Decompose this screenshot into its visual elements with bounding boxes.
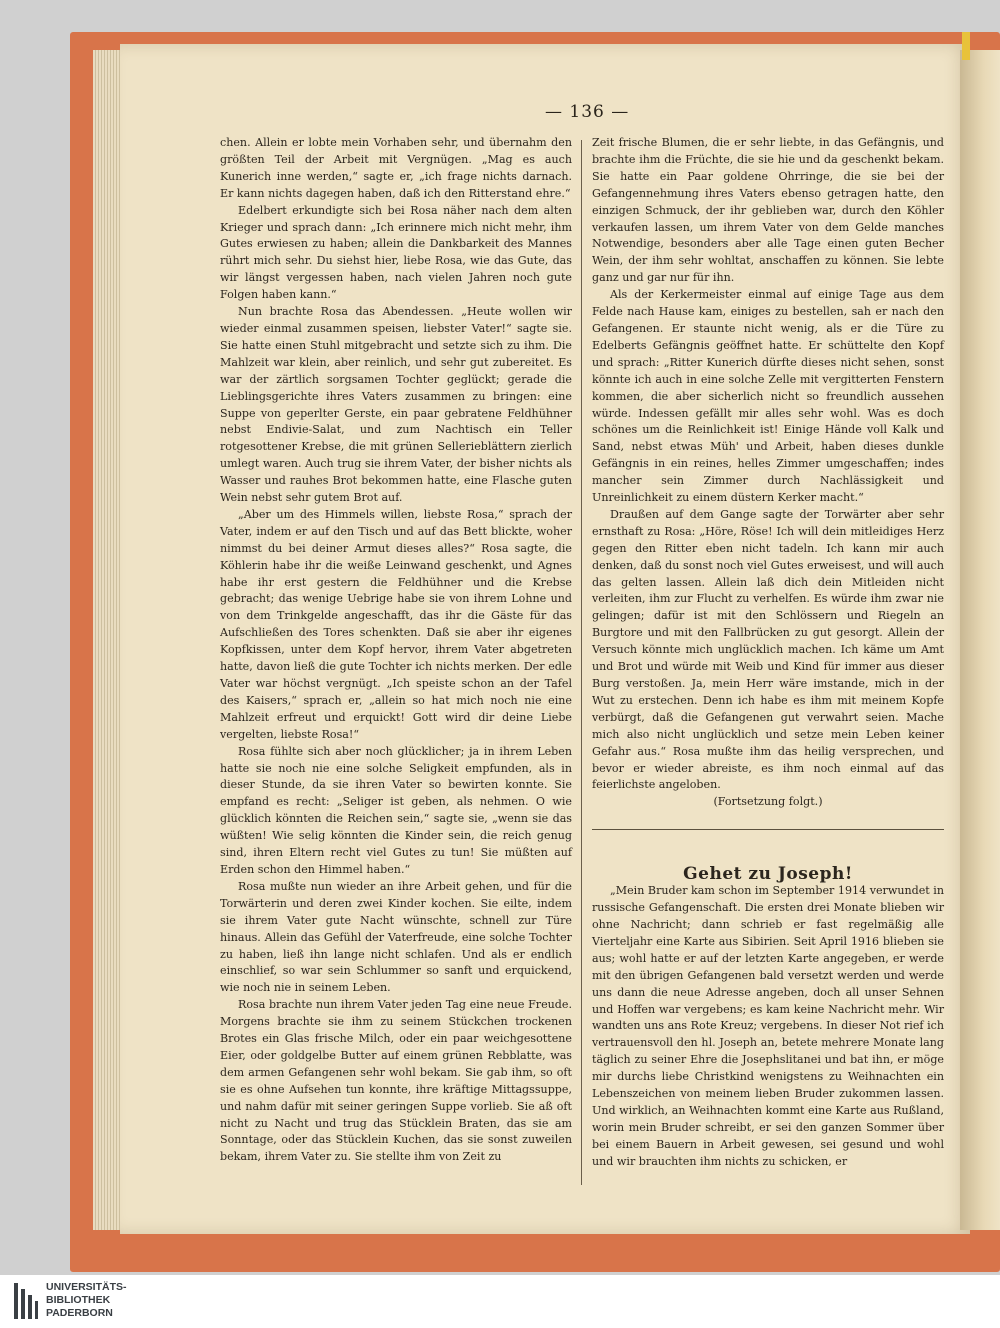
book-gutter — [960, 50, 1000, 1230]
paragraph: Zeit frische Blumen, die er sehr liebte, in das Gefängnis, und brachte ihm die Früchte, die sie hie und da geschenkt bekam. Sie hatte ein Paar goldene Ohrringe, die sie bei der Gefangennehmung ihres Vaters ebenso getragen hatte, den einzigen Schmuck, der ihr geblieben war, durch den Köhler verkaufen lassen, um ihrem Vater von dem Gelde manches Notwendige, besonders aber alle Tage einen guten Becher Wein, der ihm sehr wohltat, anschaffen zu können. Sie lebte ganz und gar nur für ihn. — [592, 136, 944, 285]
logo-line: BIBLIOTHEK — [46, 1294, 111, 1306]
continued-note: (Fortsetzung folgt.) — [713, 795, 823, 809]
paragraph: chen. Allein er lobte mein Vorhaben sehr, und übernahm den größten Teil der Arbeit mit Vergnügen. „Mag es auch Kunerich inne werden,“ sagte er, „ich frage nichts darnach. Er kann nichts dagegen haben, daß ich den Ritterstand ehre.“ — [220, 136, 572, 200]
paragraph: Draußen auf dem Gange sagte der Torwärter aber sehr ernsthaft zu Rosa: „Höre, Röse! Ich will dein mitleidiges Herz gegen den Ritter eben nicht tadeln. Ich kann mir auch denken, daß du sonst noch viel Gutes erweisest, und will auch das gelten lassen. Allein laß dich dein Mitleiden nicht verleiten, ihm zur Flucht zu verhelfen. Es würde ihm zwar nie gelingen; dafür ist mit den Schlössern und Riegeln an Burgtore und mit den Fallbrücken zu gut gesorgt. Allein der Versuch könnte mich unglücklich machen. Ich käme um Amt und Brot und würde mit Weib und Kind für immer aus dieser Burg verstoßen. Ja, mein Herr wäre imstande, mich in der Wut zu erstechen. Denn ich habe es ihm mit meinem Kopfe verbürgt, daß die Gefangenen gut verwahrt seien. Mache mich also nicht unglücklich und setze mein Leben keiner Gefahr aus.“ Rosa mußte ihm das heilig versprechen, und bevor er wieder abreiste, es ihm noch einmal auf das feierlichste angeloben. — [592, 507, 944, 792]
right-column — [592, 135, 944, 1171]
paragraph: „Aber um des Himmels willen, liebste Rosa,“ sprach der Vater, indem er auf den Tisch und auf das Bett blickte, woher nimmst du bei deiner Armut dieses alles?“ Rosa sagte, die Köhlerin habe ihr die weiße Leinwand geschenkt, und Agnes habe ihr erst gestern die Feldhühner und die Krebse gebracht; das wenige Uebrige habe sie von ihrem Lohne und von dem Trinkgelde angeschafft, das ihr die Gäste für das Aufschließen des Tores schenkten. Daß sie aber ihr eigenes Kopfkissen, unter dem Kopf hervor, ihrem Vater abgetreten hatte, davon ließ die gute Tochter ich nichts merken. Der edle Vater war höchst vergnügt. „Ich speiste schon an der Tafel des Kaisers,“ sprach er, „allein so hat mich noch nie eine Mahlzeit erfreut und erquickt! Gott wird dir deine Liebe vergelten, liebste Rosa!“ — [220, 507, 572, 741]
article-title: Gehet zu Joseph! — [683, 864, 853, 885]
logo-line: PADERBORN — [46, 1307, 113, 1319]
paragraph: Rosa fühlte sich aber noch glücklicher; ja in ihrem Leben hatte sie noch nie eine solche Seligkeit empfunden, als in dieser Stunde, da sie ihren Vater so bewirten konnte. Sie empfand es recht: „Seliger ist geben, als nehmen. O wie glücklich könnten die Reichen sein,“ sagte sie, „wenn sie das wüßten! Wie selig könnten die Kinder sein, die reich genug sind, ihren Eltern recht viel Gutes zu tun! Sie müßten auf Erden schon den Himmel haben.“ — [220, 744, 572, 876]
page-edges — [93, 50, 123, 1230]
article-body: „Mein Bruder kam schon im September 1914 verwundet in russische Gefangenschaft. Die ersten drei Monate blieben wir ohne Nachricht; dann schrieb er fast regelmäßig alle Vierteljahr eine Karte aus Sibirien. Seit April 1916 blieben sie aus; wohl hatte er auf der letzten Karte angegeben, er werde mit den übrigen Gefangenen bald versetzt werden und werde uns dann die neue Adresse angeben, doch all unser Sehnen und Hoffen war vergebens; es kam keine Nachricht mehr. Wir wandten uns ans Rote Kreuz; vergebens. In dieser Not rief ich vertrauensvoll den hl. Joseph an, betete mehrere Monate lang täglich zu seiner Ehre die Josephslitanei und bat ihn, er möge mir durchs liebe Christkind wenigstens zu Weihnachten ein Lebenszeichen von meinem lieben Bruder zukommen lassen. Und wirklich, an Weihnachten kommt eine Karte aus Rußland, worin mein Bruder schreibt, er sei den ganzen Sommer über bei einem Bauern in Arbeit gewesen, sei gesund und wohl und wir brauchten ihm nichts zu schicken, er — [592, 884, 944, 1168]
paragraph: Rosa mußte nun wieder an ihre Arbeit gehen, und für die Torwärterin und deren zwei Kinder kochen. Sie eilte, indem sie ihrem Vater gute Nacht wünschte, schnell zur Türe hinaus. Allein das Gefühl der Vaterfreude, eine solche Tochter zu haben, ließ ihn lange nicht schlafen. Und als er endlich einschlief, so war sein Schlummer so sanft und erquickend, wie noch nie in seinem Leben. — [220, 879, 572, 995]
library-logo-icon — [14, 1283, 38, 1319]
paragraph: Als der Kerkermeister einmal auf einige Tage aus dem Felde nach Hause kam, einiges zu bestellen, sah er nach den Gefangenen. Er staunte nicht wenig, als er die Türe zu Edelberts Gefängnis geöffnet hatte. Er schüttelte den Kopf und sprach: „Ritter Kunerich dürfte dieses nicht sehen, sonst könnte ich auch in eine solche Zelle mit vergitterten Fenstern kommen, die aber sicherlich nicht so freundlich aussehen würde. Indessen gefällt mir alles sehr wohl. Was es doch schönes um die Reinlichkeit ist! Einige Hände voll Kalk und Sand, nebst etwas Müh' und Arbeit, haben dieses dunkle Gefängnis in ein reines, helles Zimmer umgeschaffen; indes mancher sein Zimmer durch Nachlässigkeit und Unreinlichkeit zu einem düstern Kerker macht.“ — [592, 288, 944, 505]
paragraph: Rosa brachte nun ihrem Vater jeden Tag eine neue Freude. Morgens brachte sie ihm zu seinem Stückchen trockenen Brotes ein Glas frische Milch, oder ein paar weichgesottene Eier, oder goldgelbe Butter auf einem grünen Rebblatte, was dem armen Gefangenen sehr wohl bekam. Sie gab ihm, so oft sie es ohne Aufsehen tun konnte, ihre kräftige Mittagssuppe, und nahm dafür mit seiner geringen Suppe vorlieb. Sie aß oft nicht zu Nacht und trug das Stücklein Braten, das sie am Sonntage, oder das Stücklein Kuchen, das sie sonst zuweilen bekam, ihrem Vater zu. Sie stellte ihm von Zeit zu — [220, 998, 572, 1164]
library-logo-text — [46, 1281, 127, 1320]
paragraph: Nun brachte Rosa das Abendessen. „Heute wollen wir wieder einmal zusammen speisen, liebster Vater!“ sagte sie. Sie hatte einen Stuhl mitgebracht und setzte sich zu ihm. Die Mahlzeit war klein, aber reinlich, und sehr gut zubereitet. Es war der zärtlich sorgsamen Tochter geglückt; gerade die Lieblingsgerichte ihres Vaters zusammen zu bringen: eine Suppe von geperlter Gerste, ein paar gebratene Feldhühner nebst Endivie-Salat, und zum Nachtisch ein Teller rotgesottener Krebse, die mit grünen Sellerieblättern zierlich umlegt waren. Auch trug sie ihrem Vater, der bisher nichts als Wasser und rauhes Brot bekommen hatte, eine Flasche guten Wein nebst sehr gutem Brot auf. — [220, 305, 572, 505]
paragraph: Edelbert erkundigte sich bei Rosa näher nach dem alten Krieger und sprach dann: „Ich erinnere mich nicht mehr, ihm Gutes erwiesen zu haben; allein die Dankbarkeit des Mannes rührt mich sehr. Du siehst hier, liebe Rosa, wie das Gute, das wir längst vergessen haben, nach vielen Jahren noch gute Folgen haben kann.“ — [220, 203, 572, 302]
library-logo — [14, 1280, 174, 1324]
bookmark-ribbon — [962, 32, 970, 60]
page-number: — 136 — — [545, 102, 630, 122]
logo-line: UNIVERSITÄTS- — [46, 1281, 127, 1293]
left-column — [220, 135, 572, 1166]
section-rule — [592, 829, 944, 830]
column-divider — [581, 140, 582, 1185]
